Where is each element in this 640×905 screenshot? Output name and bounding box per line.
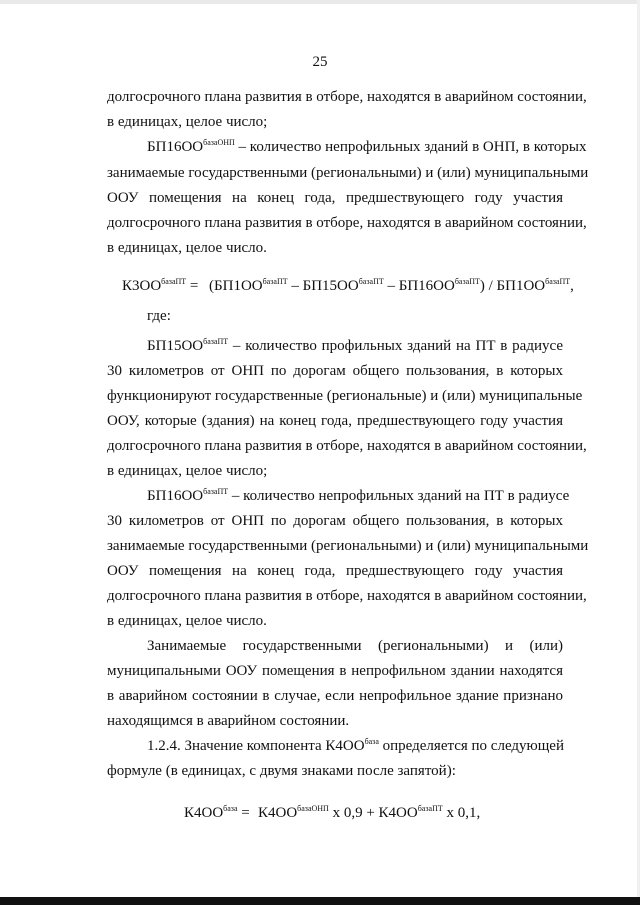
text-line: где: [147, 308, 171, 324]
formula-k4-lhs: $К4ОО^{база}$ = [184, 804, 250, 821]
text-line: ООУ, которые (здания) на конец года, предшествующего году участия [107, 413, 563, 429]
text-line: 30 километров от ОНП по дорогам общего пользования, в которых [107, 363, 563, 379]
text-line: в единицах, целое число. [107, 613, 267, 629]
text-line: занимаемые государственными (региональными) и (или) муниципальными [107, 165, 589, 181]
scan-edge-bar [0, 897, 640, 905]
page-edge-top [0, 0, 640, 4]
text-line: $БП16ОО^{базаПТ}$ – количество непрофильных зданий на ПТ в радиусе [147, 487, 570, 504]
text-line: в единицах, целое число; [107, 463, 268, 479]
text-line: ООУ помещения на конец года, предшествующего году участия [107, 563, 563, 579]
text-line: находящимся в аварийном состоянии. [107, 713, 350, 729]
formula-k4-rhs: $К4ОО^{базаОНП}$ х $0,9 + К4ОО^{базаПТ}$ х 0,1, [258, 804, 481, 821]
text-line: Занимаемые государственными (региональными) и (или) [147, 638, 563, 654]
text-line: формуле (в единицах, с двумя знаками после запятой): [107, 763, 456, 779]
text-line: долгосрочного плана развития в отборе, находятся в аварийном состоянии, [107, 588, 587, 604]
text-line: в единицах, целое число; [107, 114, 268, 130]
text-line: в аварийном состоянии в случае, если непрофильное здание признано [107, 688, 563, 704]
formula-k3-lhs: $К3ОО^{базаПТ}$ = [122, 277, 199, 294]
text-line: долгосрочного плана развития в отборе, находятся в аварийном состоянии, [107, 438, 587, 454]
formula-k3-rhs: $(БП1ОО^{базаПТ} - БП15ОО^{базаПТ} - БП16ОО^{базаПТ}) / БП1ОО^{базаПТ}$, [209, 277, 574, 294]
text-line: 30 километров от ОНП по дорогам общего пользования, в которых [107, 513, 563, 529]
text-line: в единицах, целое число. [107, 240, 267, 256]
text-line: занимаемые государственными (региональными) и (или) муниципальными [107, 538, 589, 554]
text-line: $БП15ОО^{базаПТ}$ – количество профильных зданий на ПТ в радиусе [147, 337, 563, 354]
text-line: $БП16ОО^{базаОНП}$ – количество непрофильных зданий в ОНП, в которых [147, 138, 587, 155]
text-line: ООУ помещения на конец года, предшествующего году участия [107, 190, 563, 206]
text-line: долгосрочного плана развития в отборе, находятся в аварийном состоянии, [107, 89, 587, 105]
text-line: функционируют государственные (региональные) и (или) муниципальные [107, 388, 583, 404]
text-line: муниципальными ООУ помещения в непрофильном здании находятся [107, 663, 563, 679]
page-number: 25 [312, 54, 328, 70]
text-line: долгосрочного плана развития в отборе, находятся в аварийном состоянии, [107, 215, 587, 231]
text-line: 1.2.4. Значение компонента $К4ОО^{база}$ определяется по следующей [147, 737, 564, 754]
